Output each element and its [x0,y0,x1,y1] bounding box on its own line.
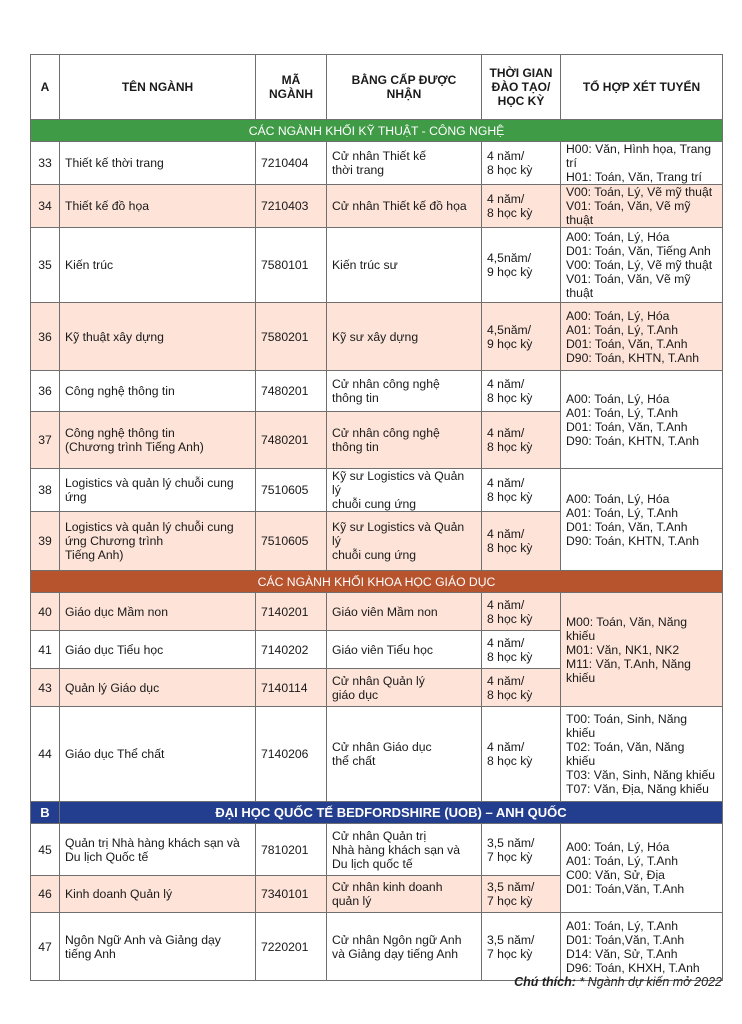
header-a: A [31,55,60,120]
duration: 4 năm/ 8 học kỳ [482,669,561,707]
major-code: 7580201 [256,303,327,371]
major-code: 7580101 [256,228,327,303]
table-row [31,303,723,371]
row-number: 40 [31,593,60,631]
degree: Cử nhân Thiết kế thời trang [327,142,482,185]
row-number: 44 [31,707,60,802]
major-name: Kỹ thuật xây dựng [60,303,256,371]
row-number: 36 [31,303,60,371]
major-name: Kinh doanh Quản lý [60,876,256,913]
major-code: 7140206 [256,707,327,802]
subject-combo: A00: Toán, Lý, Hóa A01: Toán, Lý, T.Anh D01: Toán, Văn, T.Anh D90: Toán, KHTN, T.Anh [561,371,723,469]
duration: 4 năm/ 8 học kỳ [482,593,561,631]
admissions-table [30,54,723,981]
major-name: Giáo dục Mầm non [60,593,256,631]
subject-combo: A01: Toán, Lý, T.Anh D01: Toán,Văn, T.Anh D14: Văn, Sử, T.Anh D96: Toán, KHXH, T.Anh [561,913,723,981]
row-number: 43 [31,669,60,707]
major-code: 7140201 [256,593,327,631]
row-number: 46 [31,876,60,913]
duration: 4 năm/ 8 học kỳ [482,512,561,571]
degree: Kỹ sư Logistics và Quản lý chuỗi cung ứng [327,512,482,571]
degree: Cử nhân công nghệ thông tin [327,412,482,469]
degree: Cử nhân công nghệ thông tin [327,371,482,412]
row-number: 35 [31,228,60,303]
row-number: 47 [31,913,60,981]
header-degree: BẰNG CẤP ĐƯỢC NHẬN [327,55,482,120]
major-code: 7510605 [256,469,327,512]
major-name: Thiết kế đồ họa [60,185,256,228]
duration: 4 năm/ 8 học kỳ [482,707,561,802]
row-number: 38 [31,469,60,512]
duration: 3,5 năm/ 7 học kỳ [482,913,561,981]
header-duration: THỜI GIAN ĐÀO TẠO/ HỌC KỲ [482,55,561,120]
duration: 3,5 năm/ 7 học kỳ [482,876,561,913]
table-row [31,228,723,303]
major-code: 7340101 [256,876,327,913]
row-number: 34 [31,185,60,228]
section-tech-title: CÁC NGÀNH KHỐI KỸ THUẬT - CÔNG NGHỆ [31,120,723,142]
row-number: 33 [31,142,60,185]
major-name: Quản trị Nhà hàng khách sạn và Du lịch Quốc tế [60,824,256,876]
section-uob-title: ĐẠI HỌC QUỐC TẾ BEDFORDSHIRE (UOB) – ANH QUỐC [60,802,723,824]
table-row [31,593,723,631]
table-row [31,185,723,228]
footnote [514,975,722,989]
major-name: Kiến trúc [60,228,256,303]
section-uob [31,802,723,824]
major-name: Công nghệ thông tin [60,371,256,412]
row-number: 41 [31,631,60,669]
degree: Kiến trúc sư [327,228,482,303]
degree: Cử nhân Quản trị Nhà hàng khách sạn và Du lịch quốc tế [327,824,482,876]
table-row [31,469,723,512]
major-code: 7810201 [256,824,327,876]
footnote-label: Chú thích: [514,975,576,989]
major-code: 7510605 [256,512,327,571]
degree: Giáo viên Tiểu học [327,631,482,669]
header-name: TÊN NGÀNH [60,55,256,120]
table-row [31,824,723,876]
subject-combo: A00: Toán, Lý, Hóa A01: Toán, Lý, T.Anh D01: Toán, Văn, T.Anh D90: Toán, KHTN, T.Anh [561,303,723,371]
major-code: 7140114 [256,669,327,707]
table-row [31,913,723,981]
duration: 3,5 năm/ 7 học kỳ [482,824,561,876]
row-number: 39 [31,512,60,571]
subject-combo: V00: Toán, Lý, Vẽ mỹ thuật V01: Toán, Văn, Vẽ mỹ thuật [561,185,723,228]
degree: Kỹ sư xây dựng [327,303,482,371]
duration: 4 năm/ 8 học kỳ [482,371,561,412]
degree: Cử nhân kinh doanh quản lý [327,876,482,913]
header-row [31,55,723,120]
major-code: 7140202 [256,631,327,669]
major-name: Giáo dục Thể chất [60,707,256,802]
degree: Kỹ sư Logistics và Quản lý chuỗi cung ứng [327,469,482,512]
major-name: Ngôn Ngữ Anh và Giảng dạy tiếng Anh [60,913,256,981]
degree: Cử nhân Ngôn ngữ Anh và Giảng dạy tiếng Anh [327,913,482,981]
section-edu [31,571,723,593]
section-edu-title: CÁC NGÀNH KHỐI KHOA HỌC GIÁO DỤC [31,571,723,593]
duration: 4 năm/ 8 học kỳ [482,412,561,469]
table-row [31,142,723,185]
major-name: Quản lý Giáo dục [60,669,256,707]
major-code: 7480201 [256,412,327,469]
degree: Cử nhân Quản lý giáo dục [327,669,482,707]
degree: Cử nhân Giáo dục thể chất [327,707,482,802]
table-row [31,371,723,412]
subject-combo: H00: Văn, Hình họa, Trang trí H01: Toán, Văn, Trang trí [561,142,723,185]
duration: 4,5năm/ 9 học kỳ [482,303,561,371]
footnote-text: * Ngành dự kiến mở 2022 [575,975,722,989]
degree: Cử nhân Thiết kế đồ họa [327,185,482,228]
major-name: Giáo dục Tiểu học [60,631,256,669]
major-code: 7210404 [256,142,327,185]
header-code: MÃ NGÀNH [256,55,327,120]
subject-combo: T00: Toán, Sinh, Năng khiếu T02: Toán, Văn, Năng khiếu T03: Văn, Sinh, Năng khiếu T07: Văn, Địa, Năng khiếu [561,707,723,802]
duration: 4,5năm/ 9 học kỳ [482,228,561,303]
major-code: 7220201 [256,913,327,981]
subject-combo: A00: Toán, Lý, Hóa D01: Toán, Văn, Tiếng Anh V00: Toán, Lý, Vẽ mỹ thuật V01: Toán, Văn, Vẽ mỹ thuật [561,228,723,303]
major-name: Logistics và quản lý chuỗi cung ứng Chương trình Tiếng Anh) [60,512,256,571]
subject-combo: M00: Toán, Văn, Năng khiếu M01: Văn, NK1, NK2 M11: Văn, T.Anh, Năng khiếu [561,593,723,707]
major-name: Logistics và quản lý chuỗi cung ứng [60,469,256,512]
major-code: 7480201 [256,371,327,412]
section-tech [31,120,723,142]
degree: Giáo viên Mầm non [327,593,482,631]
section-uob-letter: B [31,802,60,824]
row-number: 36 [31,371,60,412]
subject-combo: A00: Toán, Lý, Hóa A01: Toán, Lý, T.Anh C00: Văn, Sử, Địa D01: Toán,Văn, T.Anh [561,824,723,913]
major-name: Thiết kế thời trang [60,142,256,185]
major-code: 7210403 [256,185,327,228]
row-number: 45 [31,824,60,876]
duration: 4 năm/ 8 học kỳ [482,185,561,228]
table-row [31,707,723,802]
row-number: 37 [31,412,60,469]
duration: 4 năm/ 8 học kỳ [482,631,561,669]
duration: 4 năm/ 8 học kỳ [482,469,561,512]
major-name: Công nghệ thông tin (Chương trình Tiếng Anh) [60,412,256,469]
header-combo: TỔ HỢP XÉT TUYỂN [561,55,723,120]
subject-combo: A00: Toán, Lý, Hóa A01: Toán, Lý, T.Anh D01: Toán, Văn, T.Anh D90: Toán, KHTN, T.Anh [561,469,723,571]
duration: 4 năm/ 8 học kỳ [482,142,561,185]
